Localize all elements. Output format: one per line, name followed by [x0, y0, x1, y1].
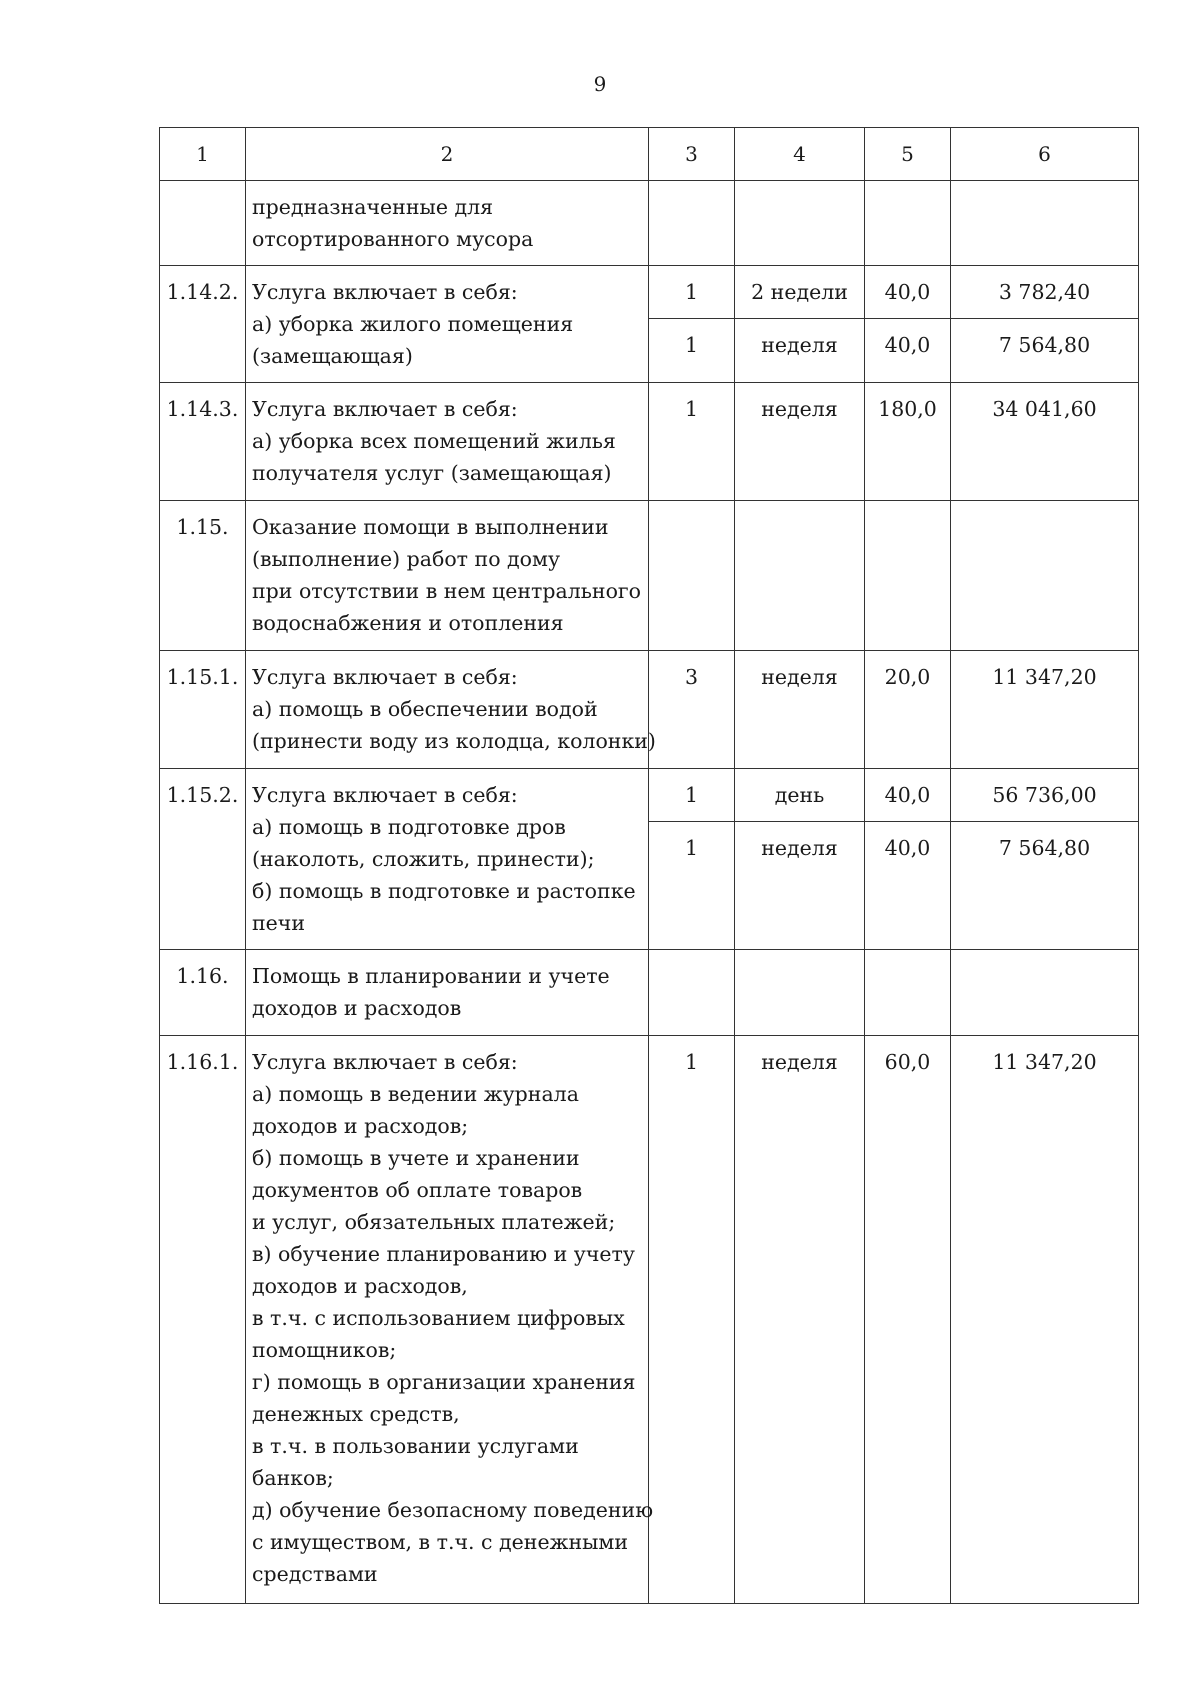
quantity-cell: 3 [649, 651, 735, 769]
empty-cell [735, 181, 865, 266]
cost-cell: 56 736,00 [951, 769, 1139, 822]
row-description [246, 1036, 654, 1604]
description-line: денежных средств, [252, 1402, 460, 1426]
quantity-cell: 1 [649, 769, 735, 822]
header-cell: 2 [246, 128, 649, 181]
description-line: водоснабжения и отопления [252, 611, 564, 635]
description-line: д) обучение безопасному поведению [252, 1498, 654, 1522]
row-number-cell: 1.16.1. [160, 1036, 246, 1604]
description-line: (выполнение) работ по дому [252, 547, 561, 571]
row-description [246, 501, 649, 651]
description-line: доходов и расходов; [252, 1114, 469, 1138]
row-description [246, 769, 649, 950]
services-table [159, 127, 1139, 1604]
row-description [246, 266, 649, 383]
description-line: Услуга включает в себя: [252, 1050, 518, 1074]
table-row [160, 383, 1139, 501]
time-cell: 40,0 [865, 769, 951, 822]
description-line: в т.ч. в пользовании услугами [252, 1434, 579, 1458]
period-cell: неделя [735, 319, 865, 383]
description-line: а) уборка всех помещений жилья [252, 429, 616, 453]
description-line: Помощь в планировании и учете [252, 964, 610, 988]
quantity-cell: 1 [649, 319, 735, 383]
description-line: документов об оплате товаров [252, 1178, 583, 1202]
period-cell: неделя [735, 651, 865, 769]
description-line: банков; [252, 1466, 334, 1490]
description-line: Оказание помощи в выполнении [252, 515, 609, 539]
time-cell: 40,0 [865, 319, 951, 383]
row-number-cell: 1.15.2. [160, 769, 246, 950]
cost-cell: 11 347,20 [951, 1036, 1139, 1604]
table-header-row [160, 128, 1139, 181]
table-row [160, 266, 1139, 319]
description-line: Услуга включает в себя: [252, 665, 518, 689]
row-description [246, 181, 649, 266]
quantity-cell: 1 [649, 383, 735, 501]
table-row [160, 501, 1139, 651]
description-line: при отсутствии в нем центрального [252, 579, 641, 603]
header-cell: 4 [735, 128, 865, 181]
quantity-cell: 1 [649, 822, 735, 950]
row-number-cell: 1.14.2. [160, 266, 246, 383]
row-number-cell: 1.15. [160, 501, 246, 651]
description-line: предназначенные для [252, 195, 494, 219]
cost-cell: 11 347,20 [951, 651, 1139, 769]
empty-cell [649, 950, 735, 1036]
time-cell: 20,0 [865, 651, 951, 769]
period-cell: 2 недели [735, 266, 865, 319]
row-number-cell: 1.16. [160, 950, 246, 1036]
row-number-cell: 1.15.1. [160, 651, 246, 769]
empty-cell [865, 950, 951, 1036]
empty-cell [951, 950, 1139, 1036]
cost-cell: 3 782,40 [951, 266, 1139, 319]
description-line: получателя услуг (замещающая) [252, 461, 612, 485]
description-line: а) уборка жилого помещения [252, 312, 574, 336]
description-line: доходов и расходов, [252, 1274, 468, 1298]
empty-cell [951, 181, 1139, 266]
cost-cell: 7 564,80 [951, 822, 1139, 950]
period-cell: неделя [735, 822, 865, 950]
header-cell: 5 [865, 128, 951, 181]
empty-cell [865, 181, 951, 266]
row-number-cell: 1.14.3. [160, 383, 246, 501]
table-row [160, 1036, 1139, 1604]
row-number-cell [160, 181, 246, 266]
description-line: печи [252, 911, 306, 935]
period-cell: неделя [735, 383, 865, 501]
time-cell: 40,0 [865, 822, 951, 950]
cost-cell: 34 041,60 [951, 383, 1139, 501]
quantity-cell: 1 [649, 1036, 735, 1604]
description-line: и услуг, обязательных платежей; [252, 1210, 616, 1234]
description-line: а) помощь в обеспечении водой [252, 697, 598, 721]
table-row [160, 181, 1139, 266]
header-cell: 3 [649, 128, 735, 181]
description-line: г) помощь в организации хранения [252, 1370, 636, 1394]
page-number: 9 [593, 72, 607, 96]
table-row [160, 950, 1139, 1036]
description-line: в) обучение планированию и учету [252, 1242, 635, 1266]
description-line: а) помощь в подготовке дров [252, 815, 566, 839]
description-line: с имуществом, в т.ч. с денежными [252, 1530, 629, 1554]
empty-cell [649, 181, 735, 266]
empty-cell [735, 501, 865, 651]
description-line: помощников; [252, 1338, 397, 1362]
description-line: (замещающая) [252, 344, 413, 368]
description-line: Услуга включает в себя: [252, 397, 518, 421]
empty-cell [735, 950, 865, 1036]
period-cell: неделя [735, 1036, 865, 1604]
description-line: (наколоть, сложить, принести); [252, 847, 595, 871]
description-line: Услуга включает в себя: [252, 280, 518, 304]
empty-cell [865, 501, 951, 651]
description-line: средствами [252, 1562, 378, 1586]
header-cell: 6 [951, 128, 1139, 181]
description-line: б) помощь в подготовке и растопке [252, 879, 636, 903]
description-line: Услуга включает в себя: [252, 783, 518, 807]
empty-cell [951, 501, 1139, 651]
header-cell: 1 [160, 128, 246, 181]
period-cell: день [735, 769, 865, 822]
description-line: отсортированного мусора [252, 227, 534, 251]
time-cell: 60,0 [865, 1036, 951, 1604]
time-cell: 180,0 [865, 383, 951, 501]
quantity-cell: 1 [649, 266, 735, 319]
description-line: в т.ч. с использованием цифровых [252, 1306, 625, 1330]
table-row [160, 651, 1139, 769]
description-line: доходов и расходов [252, 996, 462, 1020]
description-line: а) помощь в ведении журнала [252, 1082, 579, 1106]
description-line: (принести воду из колодца, колонки) [252, 729, 656, 753]
time-cell: 40,0 [865, 266, 951, 319]
empty-cell [649, 501, 735, 651]
row-description [246, 950, 649, 1036]
row-description [246, 651, 656, 769]
cost-cell: 7 564,80 [951, 319, 1139, 383]
row-description [246, 383, 649, 501]
description-line: б) помощь в учете и хранении [252, 1146, 580, 1170]
table-row [160, 769, 1139, 822]
